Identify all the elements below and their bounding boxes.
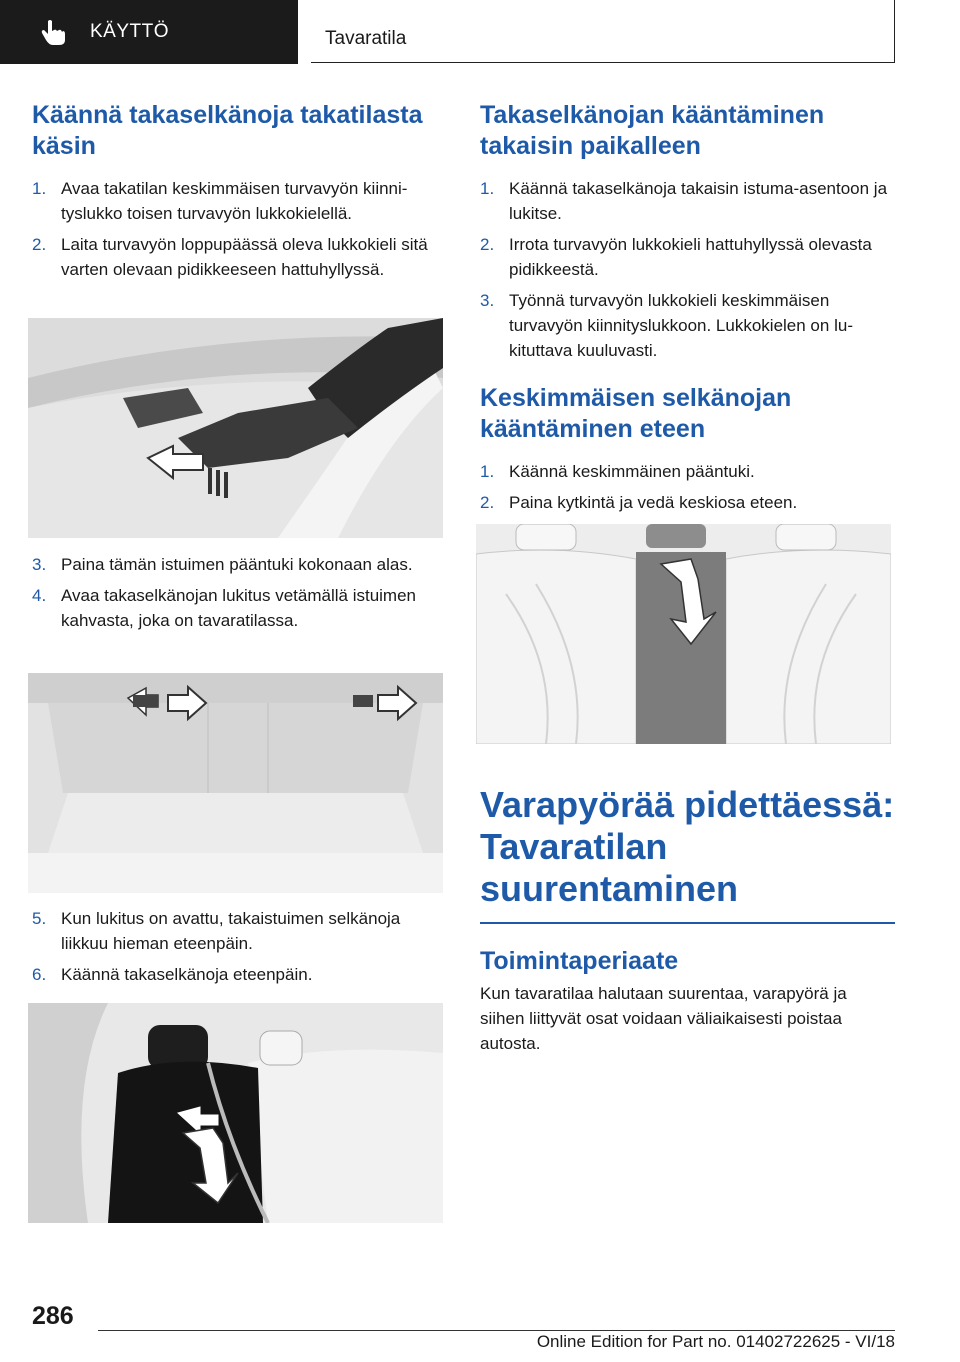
figure-fold-seat-forward [28, 1003, 443, 1223]
header-section-tab [0, 0, 298, 64]
heading-fold-back: Takaselkänojan kääntäminen takaisin paikalleen [480, 101, 825, 160]
steps-list-a [32, 176, 452, 282]
heading-fold-from-trunk: Käännä takaselkänoja takatilasta käsin [32, 101, 423, 160]
right-column [480, 100, 895, 521]
list-item: 2. Paina kytkintä ja vedä keskiosa eteen. [480, 493, 798, 512]
steps-list-fold-back [480, 176, 895, 363]
steps-list-c [32, 906, 452, 987]
figure-hat-shelf-belt [28, 318, 443, 538]
edition-label: Online Edition for Part no. 01402722625 - VI/18 [536, 1332, 895, 1351]
figure-middle-seat-fold [476, 524, 891, 744]
left-column-mid [32, 552, 452, 639]
hand-pointer-icon [38, 17, 68, 47]
section-label: KÄYTTÖ [90, 21, 170, 42]
right-column-section [480, 784, 895, 1056]
list-item: 1. Avaa takatilan keskimmäisen turvavyön kiinnityslukko toisen turvavyön lukkokielellä. [32, 179, 408, 223]
list-item: 3. Paina tämän istuimen pääntuki kokonaan alas. [32, 555, 413, 574]
chapter-title: Tavaratila [325, 28, 407, 49]
list-item: 2. Irrota turvavyön lukkokieli hattuhyllyssä olevasta pidikkeestä. [480, 235, 872, 279]
left-column-low [32, 906, 452, 993]
footer-divider [98, 1330, 895, 1331]
sub-heading: Toimintaperiaate [480, 947, 679, 975]
steps-list-middle-seat [480, 459, 895, 515]
section-divider [480, 922, 895, 924]
list-item: 4. Avaa takaselkänojan lukitus vetämällä istuimen kahvasta, joka on tavaratilassa. [32, 586, 416, 630]
list-item: 1. Käännä keskimmäinen pääntuki. [480, 462, 755, 481]
section-heading: Varapyörää pidettäessä: Tavaratilan suurentaminen [480, 784, 895, 909]
list-item: 6. Käännä takaselkänoja eteenpäin. [32, 965, 313, 984]
header-title-box [311, 0, 895, 63]
figure-trunk-release-handles [28, 673, 443, 893]
list-item: 5. Kun lukitus on avattu, takaistuimen selkänoja liikkuu hieman eteenpäin. [32, 909, 401, 953]
left-column [32, 100, 452, 288]
list-item: 3. Työnnä turvavyön lukkokieli keskimmäisen turvavyön kiinnityslukkoon. Lukkokielen on lukituttava kuuluvasti. [480, 291, 853, 360]
list-item: 2. Laita turvavyön loppupäässä oleva lukkokieli sitä varten olevaan pidikkeeseen hattuhyllyssä. [32, 235, 428, 279]
page-number: 286 [32, 1302, 74, 1330]
steps-list-b [32, 552, 452, 633]
list-item: 1. Käännä takaselkänoja takaisin istuma-asentoon ja lukitse. [480, 179, 888, 223]
heading-middle-seat: Keskimmäisen selkänojan kääntäminen eteen [480, 384, 792, 443]
body-paragraph: Kun tavaratilaa halutaan suurentaa, varapyörä ja siihen liittyvät osat voidaan väliaikaisesti poistaa autosta. [480, 984, 847, 1053]
